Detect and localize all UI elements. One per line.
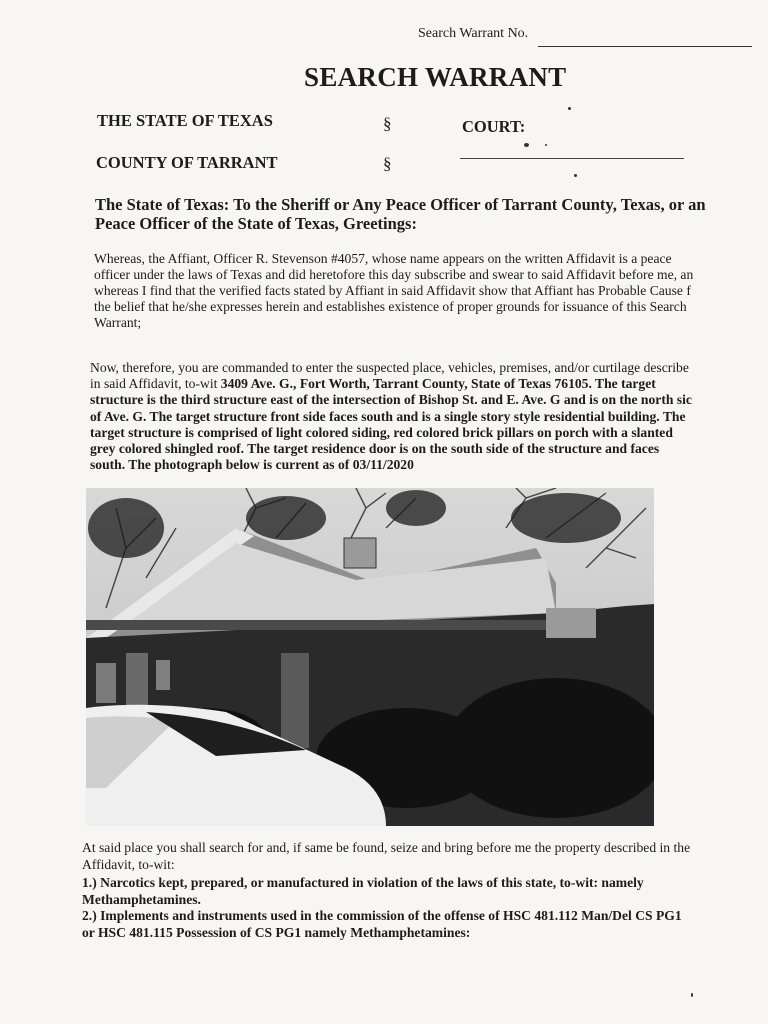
paragraph-line: Whereas, the Affiant, Officer R. Stevenson #4057, whose name appears on the written Affidavit is a peace — [94, 251, 672, 266]
paragraph-line: officer under the laws of Texas and did heretofore this day subscribe and swear to said Affidavit before me, an — [94, 267, 694, 282]
greeting-line: Peace Officer of the State of Texas, Greetings: — [95, 214, 417, 233]
paragraph-line: whereas I find that the verified facts stated by Affiant in said Affidavit show that Affiant has Probable Cause f — [94, 283, 691, 298]
item-line: 1.) Narcotics kept, prepared, or manufactured in violation of the laws of this state, to-wit: namely — [82, 875, 644, 890]
warrant-number-label: Search Warrant No. — [418, 26, 529, 41]
scan-speck — [545, 144, 547, 146]
section-symbol-1: § — [383, 114, 392, 133]
paragraph-line: At said place you shall search for and, if same be found, seize and bring before me the property described in the — [82, 840, 691, 855]
item-line: or HSC 481.115 Possession of CS PG1 namely Methamphetamines: — [82, 924, 471, 940]
search-paragraph — [82, 840, 690, 941]
paragraph-line: grey colored shingled roof. The target residence door is on the south side of the structure and faces — [90, 441, 660, 457]
paragraph-line: Warrant; — [94, 315, 142, 330]
paragraph-line: structure is the third structure east of the intersection of Bishop St. and E. Ave. G and is on the north sic — [90, 392, 692, 408]
scan-speck — [568, 107, 571, 110]
court-blank-line — [460, 158, 684, 159]
warrant-number-blank — [538, 46, 752, 47]
command-paragraph — [90, 360, 692, 473]
paragraph-text: in said Affidavit, to-wit — [90, 376, 221, 392]
scan-speck — [524, 143, 529, 147]
scan-speck — [691, 993, 693, 997]
whereas-paragraph — [94, 251, 693, 331]
paragraph-line: of Ave. G. The target structure front side faces south and is a single story style residential building. The — [90, 408, 686, 424]
paragraph-line: target structure is comprised of light colored siding, red colored brick pillars on porch with a slanted — [90, 424, 673, 440]
house-photo-illustration — [86, 488, 654, 826]
item-line: 2.) Implements and instruments used in the commission of the offense of HSC 481.112 Man/Del CS PG1 — [82, 908, 682, 923]
address-text: 3409 Ave. G., Fort Worth, Tarrant County, State of Texas 76105. The target — [220, 376, 656, 392]
paragraph-line: Affidavit, to-wit: — [82, 856, 175, 872]
court-label: COURT: — [462, 117, 526, 136]
paragraph-line: Now, therefore, you are commanded to enter the suspected place, vehicles, premises, and/or curtilage describe — [90, 360, 689, 375]
section-symbol-2: § — [383, 154, 392, 173]
greeting — [95, 195, 706, 233]
item-line: Methamphetamines. — [82, 891, 201, 907]
paragraph-line — [90, 376, 692, 392]
greeting-line: The State of Texas: To the Sheriff or Any Peace Officer of Tarrant County, Texas, or an — [95, 195, 706, 214]
county-heading: COUNTY OF TARRANT — [96, 153, 278, 172]
paragraph-line: south. The photograph below is current as of 03/11/2020 — [90, 457, 414, 473]
paragraph-line: the belief that he/she expresses herein and establishes existence of proper grounds for issuance of this Search — [94, 299, 687, 314]
scan-speck — [574, 174, 577, 177]
state-heading: THE STATE OF TEXAS — [97, 111, 273, 130]
residence-photograph — [86, 488, 654, 826]
document-title: SEARCH WARRANT — [304, 62, 567, 92]
